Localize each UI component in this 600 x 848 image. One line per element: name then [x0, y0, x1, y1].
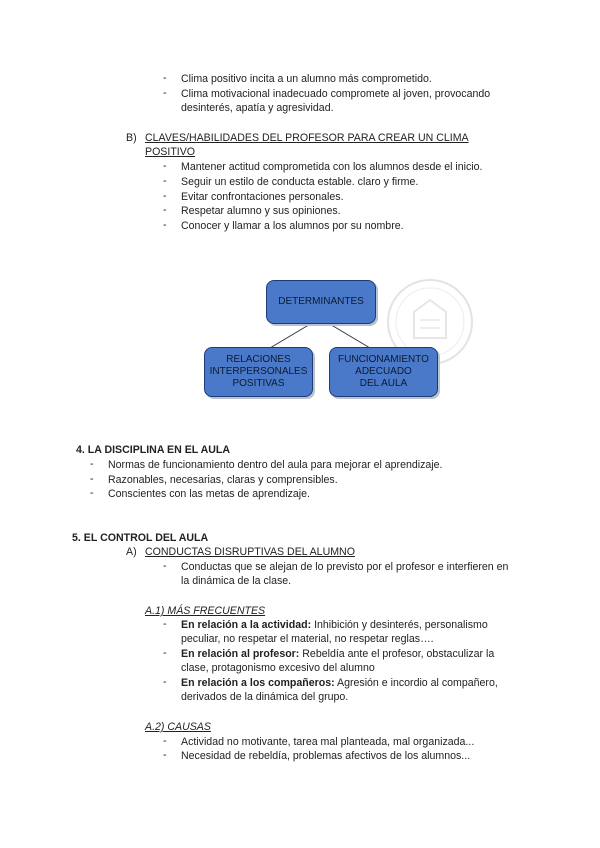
bullet-dash: -	[163, 618, 167, 630]
subsection-title-a: CONDUCTAS DISRUPTIVAS DEL ALUMNO	[145, 546, 355, 558]
bullet-dash: -	[163, 175, 167, 187]
list-item-continuation: clase, protagonismo excesivo del alumno	[181, 662, 375, 674]
diagram-node-label: DEL AULA	[359, 378, 408, 389]
list-item-text: Rebeldía ante el profesor, obstaculizar la	[299, 648, 495, 660]
diagram-node-label: ADECUADO	[355, 366, 412, 377]
bullet-dash: -	[163, 72, 167, 84]
list-item-lead: En relación a los compañeros:	[181, 677, 335, 689]
bullet-dash: -	[163, 560, 167, 572]
list-item: Respetar alumno y sus opiniones.	[181, 205, 341, 217]
list-item-continuation: desinterés, apatía y agresividad.	[181, 102, 334, 114]
list-item: Clima motivacional inadecuado compromete al joven, provocando	[181, 88, 491, 100]
list-marker-a: A)	[126, 546, 137, 558]
bullet-dash: -	[90, 473, 94, 485]
bullet-dash: -	[163, 204, 167, 216]
list-item-lead: En relación a la actividad:	[181, 619, 312, 631]
bullet-dash: -	[163, 160, 167, 172]
bullet-dash: -	[163, 219, 167, 231]
diagram-node-label: INTERPERSONALES	[209, 366, 308, 377]
bullet-dash: -	[163, 87, 167, 99]
diagram-node-label: RELACIONES	[226, 354, 291, 365]
bullet-dash: -	[163, 647, 167, 659]
subsection-title-b-cont: POSITIVO	[145, 146, 196, 158]
list-item	[181, 618, 488, 632]
section-title-5: 5. EL CONTROL DEL AULA	[72, 532, 209, 544]
diagram-node-label: POSITIVAS	[232, 378, 285, 389]
list-item: Seguir un estilo de conducta estable. claro y firme.	[181, 176, 419, 188]
list-item: Conductas que se alejan de lo previsto por el profesor e interfieren en	[181, 561, 509, 573]
subsection-title-a1: A.1) MÁS FRECUENTES	[145, 605, 266, 617]
subsection-title-a2: A.2) CAUSAS	[145, 721, 211, 733]
list-item: Evitar confrontaciones personales.	[181, 191, 344, 203]
list-item: Conscientes con las metas de aprendizaje.	[108, 488, 310, 500]
bullet-dash: -	[163, 190, 167, 202]
list-item: Mantener actitud comprometida con los alumnos desde el inicio.	[181, 161, 483, 173]
diagram-node-label: FUNCIONAMIENTO	[338, 354, 429, 365]
list-item: Actividad no motivante, tarea mal planteada, mal organizada...	[181, 736, 475, 748]
list-item: Conocer y llamar a los alumnos por su nombre.	[181, 220, 404, 232]
list-item-lead: En relación al profesor:	[181, 648, 300, 660]
list-marker-b: B)	[126, 132, 137, 144]
list-item-continuation: peculiar, no respetar el material, no respetar reglas….	[181, 633, 434, 645]
section-title-4: 4. LA DISCIPLINA EN EL AULA	[76, 444, 231, 456]
list-item-text: Agresión e incordio al compañero,	[334, 677, 498, 689]
diagram-node-label: DETERMINANTES	[278, 296, 364, 307]
list-item: Normas de funcionamiento dentro del aula para mejorar el aprendizaje.	[108, 459, 443, 471]
diagram-node-relaciones	[204, 347, 313, 397]
diagram-node-funcionamiento	[329, 347, 438, 397]
bullet-dash: -	[163, 735, 167, 747]
list-item	[181, 647, 494, 661]
list-item-text: Inhibición y desinterés, personalismo	[311, 619, 488, 631]
bullet-dash: -	[163, 676, 167, 688]
list-item-continuation: derivados de la dinámica del grupo.	[181, 691, 349, 703]
list-item: Clima positivo incita a un alumno más comprometido.	[181, 73, 432, 85]
bullet-dash: -	[163, 749, 167, 761]
list-item: Razonables, necesarias, claras y comprensibles.	[108, 474, 338, 486]
list-item: Necesidad de rebeldía, problemas afectivos de los alumnos...	[181, 750, 471, 762]
list-item-continuation: la dinámica de la clase.	[181, 575, 292, 587]
bullet-dash: -	[90, 458, 94, 470]
bullet-dash: -	[90, 487, 94, 499]
subsection-title-b: CLAVES/HABILIDADES DEL PROFESOR PARA CREAR UN CLIMA	[145, 132, 469, 144]
list-item	[181, 676, 498, 690]
diagram-node-determinantes	[266, 280, 376, 324]
